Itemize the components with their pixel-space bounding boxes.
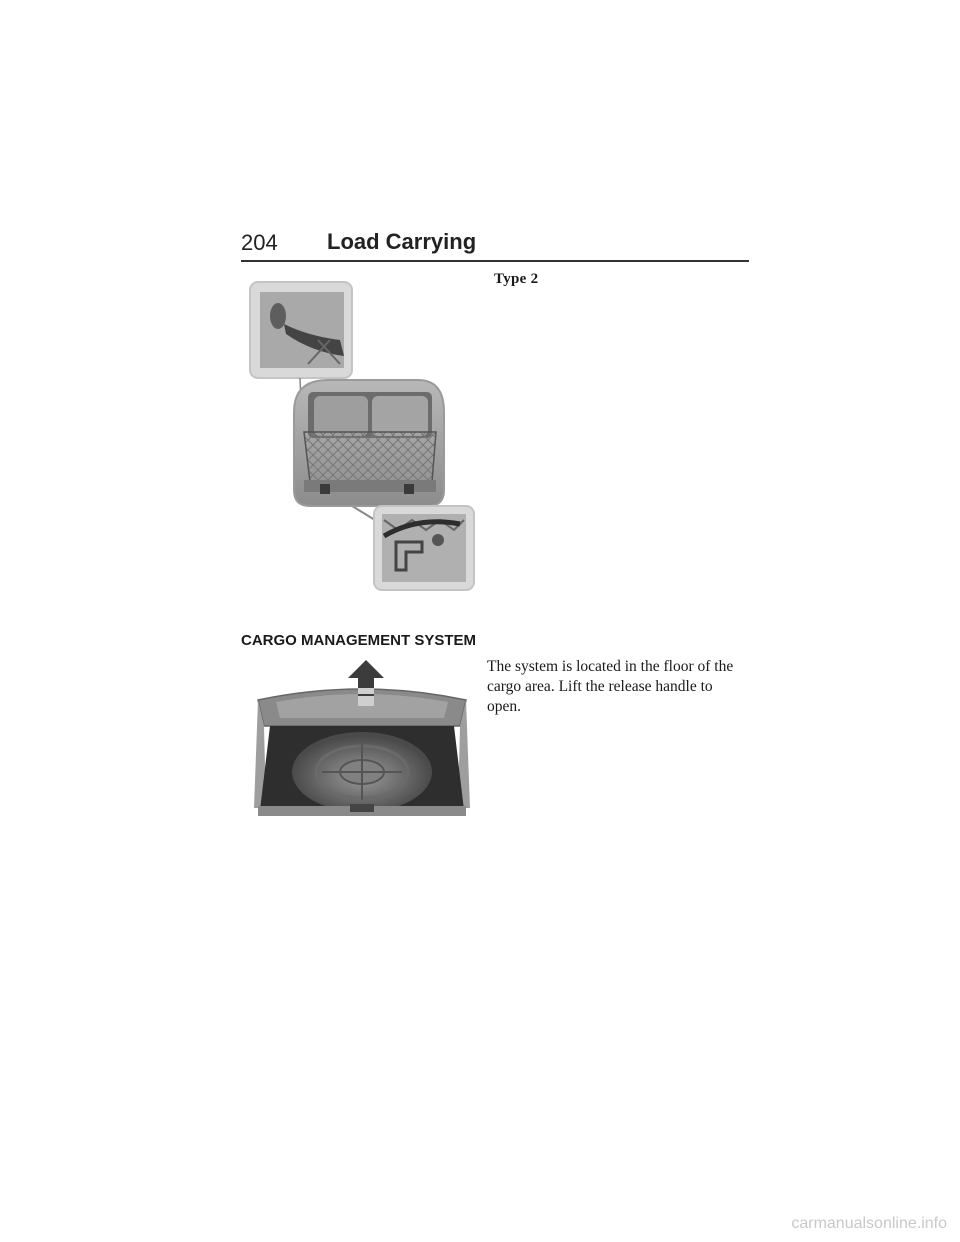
chapter-title: Load Carrying [327,229,477,254]
cargo-net-illustration [248,280,478,592]
section-heading: CARGO MANAGEMENT SYSTEM [241,632,477,649]
cargo-net [304,432,436,482]
watermark: carmanualsonline.info [791,1215,947,1232]
page-header [241,226,749,262]
section-body-text: The system is located in the floor of the cargo area. Lift the release handle to open. [487,658,734,715]
page-number: 204 [241,230,278,255]
cargo-management-illustration [252,660,472,818]
figure-type-label: Type 2 [494,271,539,287]
header-rule [241,260,749,262]
